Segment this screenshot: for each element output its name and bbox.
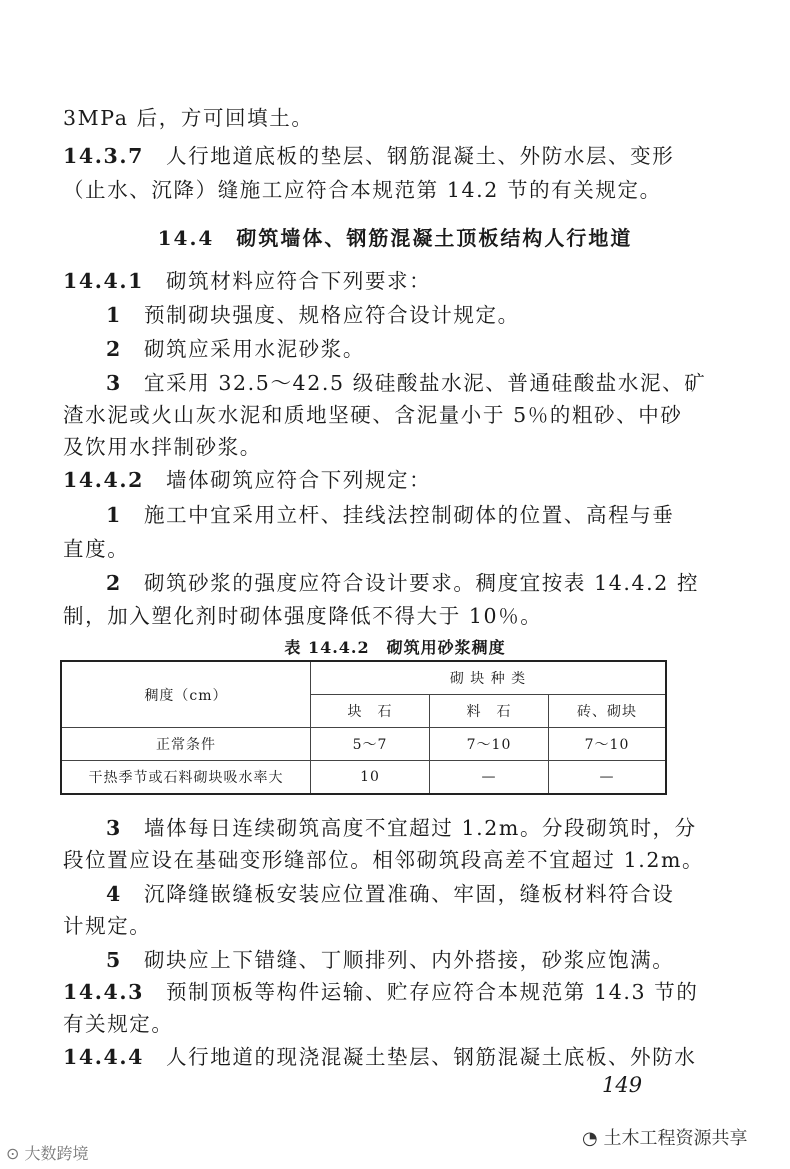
section-heading: 14.4 砌筑墙体、钢筋混凝土顶板结构人行地道: [157, 226, 633, 250]
watermark-left: ⊙ 大数跨境: [6, 1144, 89, 1163]
list-item-2: 2 砌筑应采用水泥砂浆。: [106, 337, 365, 361]
mortar-consistency-table: [60, 660, 667, 795]
text-line: 段位置应设在基础变形缝部位。相邻砌筑段高差不宜超过 1.2m。: [63, 848, 705, 872]
list-item-5: 5 砌块应上下错缝、丁顺排列、内外搭接，砂浆应饱满。: [106, 948, 675, 972]
text-line: 计规定。: [63, 914, 152, 938]
text-line: （止水、沉降）缝施工应符合本规范第 14.2 节的有关规定。: [63, 178, 662, 202]
table-cell: 7～10: [430, 728, 549, 761]
table-column-header: 块 石: [311, 695, 430, 728]
text-line: 及饮用水拌制砂浆。: [63, 435, 262, 459]
table-column-header: 砖、砌块: [549, 695, 667, 728]
text-line: 直度。: [63, 537, 130, 561]
list-item-3: 3 宜采用 32.5～42.5 级硅酸盐水泥、普通硅酸盐水泥、矿: [106, 371, 707, 395]
text-line: 制，加入塑化剂时砌体强度降低不得大于 10％。: [63, 604, 543, 628]
wechat-icon: ◔: [582, 1128, 598, 1149]
table-cell-label: 干热季节或石料砌块吸水率大: [61, 761, 311, 795]
table-row-header: 稠度（cm）: [61, 661, 311, 728]
table-column-header: 料 石: [430, 695, 549, 728]
table-group-header: 砌 块 种 类: [311, 661, 667, 695]
table-cell: 5～7: [311, 728, 430, 761]
clause-14-4-3: 14.4.3 预制顶板等构件运输、贮存应符合本规范第 14.3 节的: [63, 980, 699, 1004]
table-row: [61, 761, 666, 795]
table-row: [61, 728, 666, 761]
watermark-right: ◔ 土木工程资源共享: [582, 1128, 748, 1149]
list-item-1: 1 预制砌块强度、规格应符合设计规定。: [106, 303, 520, 327]
table-caption: 表 14.4.2 砌筑用砂浆稠度: [284, 638, 506, 657]
list-item-1: 1 施工中宜采用立杆、挂线法控制砌体的位置、高程与垂: [106, 503, 675, 527]
clause-14-3-7: 14.3.7 人行地道底板的垫层、钢筋混凝土、外防水层、变形: [63, 144, 675, 168]
list-item-2: 2 砌筑砂浆的强度应符合设计要求。稠度宜按表 14.4.2 控: [106, 571, 700, 595]
text-line: 有关规定。: [63, 1012, 174, 1036]
table-cell: —: [549, 761, 667, 795]
clause-number: 14.4.3: [63, 980, 144, 1004]
table-cell: 7～10: [549, 728, 667, 761]
list-item-3: 3 墙体每日连续砌筑高度不宜超过 1.2m。分段砌筑时，分: [106, 816, 697, 840]
clause-14-4-4: 14.4.4 人行地道的现浇混凝土垫层、钢筋混凝土底板、外防水: [63, 1045, 697, 1069]
clause-number: 14.4.2: [63, 468, 144, 492]
clause-number: 14.4.1: [63, 269, 144, 293]
clause-14-4-2: 14.4.2 墙体砌筑应符合下列规定：: [63, 468, 432, 492]
table-cell-label: 正常条件: [61, 728, 311, 761]
table-cell: 10: [311, 761, 430, 795]
clause-14-4-1: 14.4.1 砌筑材料应符合下列要求：: [63, 269, 432, 293]
clause-number: 14.3.7: [63, 144, 144, 168]
clause-number: 14.4.4: [63, 1045, 144, 1069]
page-number: 149: [602, 1073, 643, 1097]
watermark-logo-icon: ⊙: [6, 1144, 20, 1163]
text-line: 3MPa 后，方可回填土。: [63, 106, 314, 130]
text-line: 渣水泥或火山灰水泥和质地坚硬、含泥量小于 5％的粗砂、中砂: [63, 403, 683, 427]
list-item-4: 4 沉降缝嵌缝板安装应位置准确、牢固，缝板材料符合设: [106, 882, 675, 906]
table-cell: —: [430, 761, 549, 795]
